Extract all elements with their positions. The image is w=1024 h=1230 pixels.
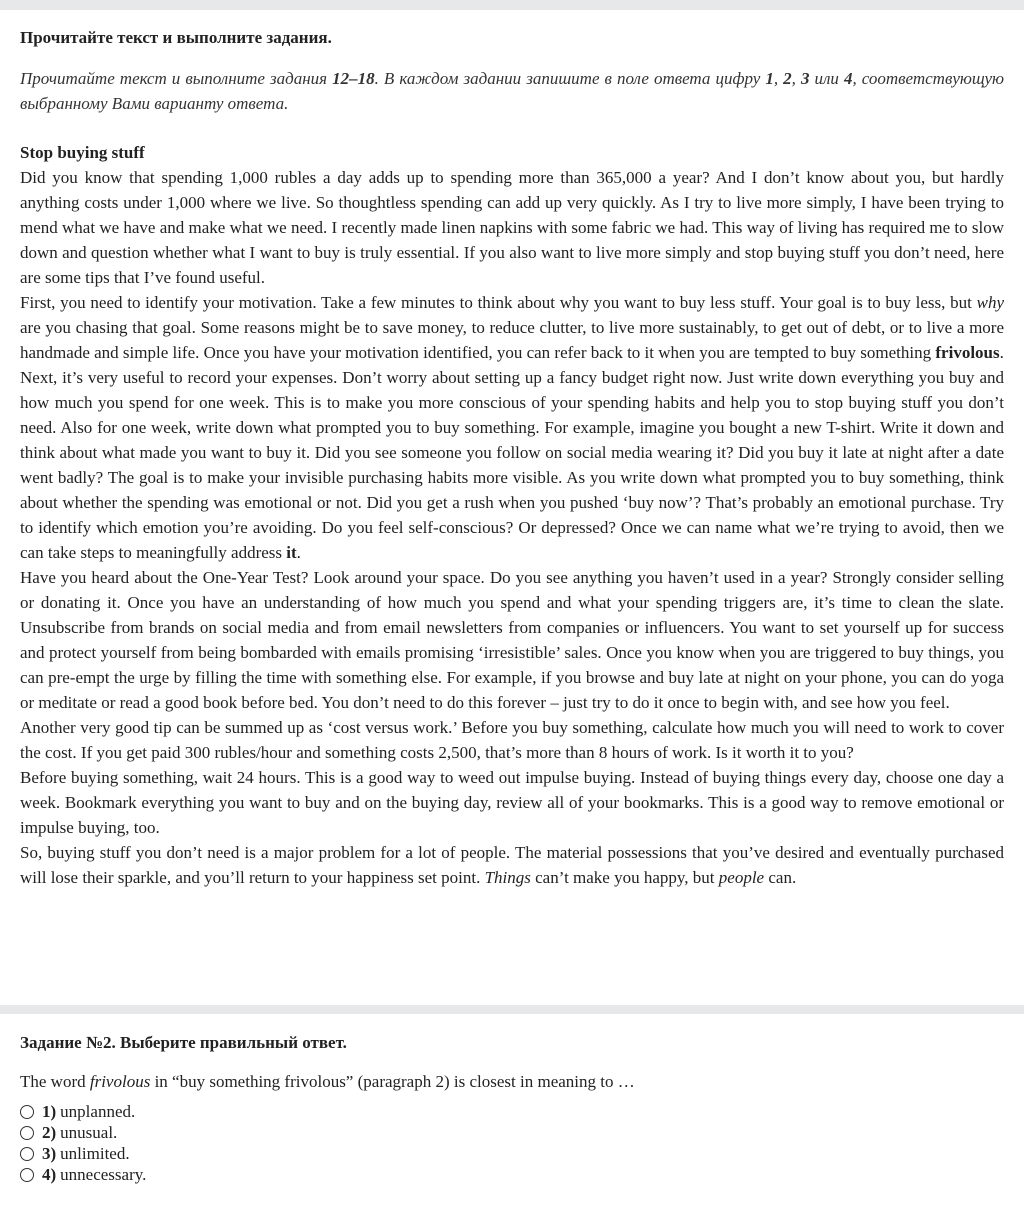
article-paragraph-6: Before buying something, wait 24 hours. This is a good way to weed out impulse buying. Instead of buying things every day, choose one day a week. Bookmark everything you want to buy and on the buying day, review all of your bookmarks. This is a good way to remove emotional or impulse buying, too. [20, 768, 1004, 837]
task-heading: Прочитайте текст и выполните задания. [20, 28, 332, 47]
option-text: unlimited. [60, 1144, 130, 1163]
article [20, 140, 1004, 890]
article-paragraph-1: Did you know that spending 1,000 rubles a day adds up to spending more than 365,000 a year? And I don’t know about you, but hardly anything costs under 1,000 where we live. So thoughtless spending can add up very quickly. As I try to live more simply, I have been trying to mend what we have and make what we need. I recently made linen napkins with some fabric we had. This way of living has required me to slow down and question whether what I want to buy is truly essential. If you also want to live more simply and stop buying stuff you don’t need, here are some tips that I’ve found useful. [20, 168, 1004, 287]
section-divider [0, 1005, 1024, 1014]
question-block [20, 1031, 1004, 1185]
option-number: 2) [42, 1123, 57, 1142]
answer-option-4[interactable] [20, 1164, 1004, 1185]
article-title: Stop buying stuff [20, 143, 145, 162]
task-instruction: Прочитайте текст и выполните задания 12–18. В каждом задании запишите в поле ответа цифру 1, 2, 3 или 4, соответствующую выбранному Вами варианту ответа. [20, 69, 1005, 113]
article-paragraph-7: So, buying stuff you don’t need is a major problem for a lot of people. The material possessions that you’ve desired and eventually purchased will lose their sparkle, and you’ll return to your happiness set point. Things can’t make you happy, but people can. [20, 843, 1004, 887]
option-text: unnecessary. [60, 1165, 147, 1184]
answer-option-1[interactable] [20, 1101, 1004, 1122]
article-paragraph-2: First, you need to identify your motivation. Take a few minutes to think about why you want to buy less stuff. Your goal is to buy less, but why are you chasing that goal. Some reasons might be to save money, to reduce clutter, to live more sustainably, to get out of debt, or to live a more handmade and simple life. Once you have your motivation identified, you can refer back to it when you are tempted to buy something frivolous. [20, 293, 1004, 362]
article-paragraph-4: Have you heard about the One-Year Test? Look around your space. Do you see anything you haven’t used in a year? Strongly consider selling or donating it. Once you have an understanding of how much you spend and what your spending triggers are, it’s time to clean the slate. Unsubscribe from brands on social media and from email newsletters from companies or influencers. You want to set yourself up for success and protect yourself from being bombarded with emails promising ‘irresistible’ sales. Once you know when you are triggered to buy things, you can pre-empt the urge by filling the time with something else. For example, if you browse and buy late at night on your phone, you can do yoga or meditate or read a good book before bed. You don’t need to do this forever – just try to do it once to begin with, and see how you feel. [20, 568, 1004, 712]
radio-button-icon[interactable] [20, 1105, 34, 1119]
article-paragraph-5: Another very good tip can be summed up as ‘cost versus work.’ Before you buy something, calculate how much you will need to work to cover the cost. If you get paid 300 rubles/hour and something costs 2,500, that’s more than 8 hours of work. Is it worth it to you? [20, 718, 1004, 762]
question-heading: Задание №2. Выберите правильный ответ. [20, 1033, 347, 1052]
highlighted-word-it: it [286, 543, 297, 562]
article-paragraph-3: Next, it’s very useful to record your expenses. Don’t worry about setting up a fancy budget right now. Just write down everything you buy and how much you spend for one week. This is to make you more conscious of your spending habits and help you to stop buying stuff you don’t need. Also for one week, write down what prompted you to buy something. For example, imagine you bought a new T-shirt. Write it down and think about what made you want to buy it. Did you see someone you follow on social media wearing it? Did you buy it late at night after a date went badly? The goal is to make your invisible purchasing habits more visible. As you write down what prompted you to buy something, think about whether the spending was emotional or not. Did you get a rush when you pushed ‘buy now’? That’s probably an emotional purchase. Try to identify which emotion you’re avoiding. Do you feel self-conscious? Or depressed? Once we can name what we’re trying to avoid, then we can take steps to meaningfully address it. [20, 368, 1004, 562]
radio-button-icon[interactable] [20, 1126, 34, 1140]
radio-button-icon[interactable] [20, 1168, 34, 1182]
highlighted-word-frivolous: frivolous [935, 343, 1000, 362]
reading-task-block [20, 26, 1004, 890]
option-text: unusual. [60, 1123, 118, 1142]
answer-option-2[interactable] [20, 1122, 1004, 1143]
top-divider [0, 0, 1024, 10]
option-number: 1) [42, 1102, 57, 1121]
option-text: unplanned. [60, 1102, 136, 1121]
answer-option-3[interactable] [20, 1143, 1004, 1164]
question-text: The word frivolous in “buy something frivolous” (paragraph 2) is closest in meaning to … [20, 1072, 635, 1091]
option-number: 4) [42, 1165, 57, 1184]
option-number: 3) [42, 1144, 57, 1163]
radio-button-icon[interactable] [20, 1147, 34, 1161]
